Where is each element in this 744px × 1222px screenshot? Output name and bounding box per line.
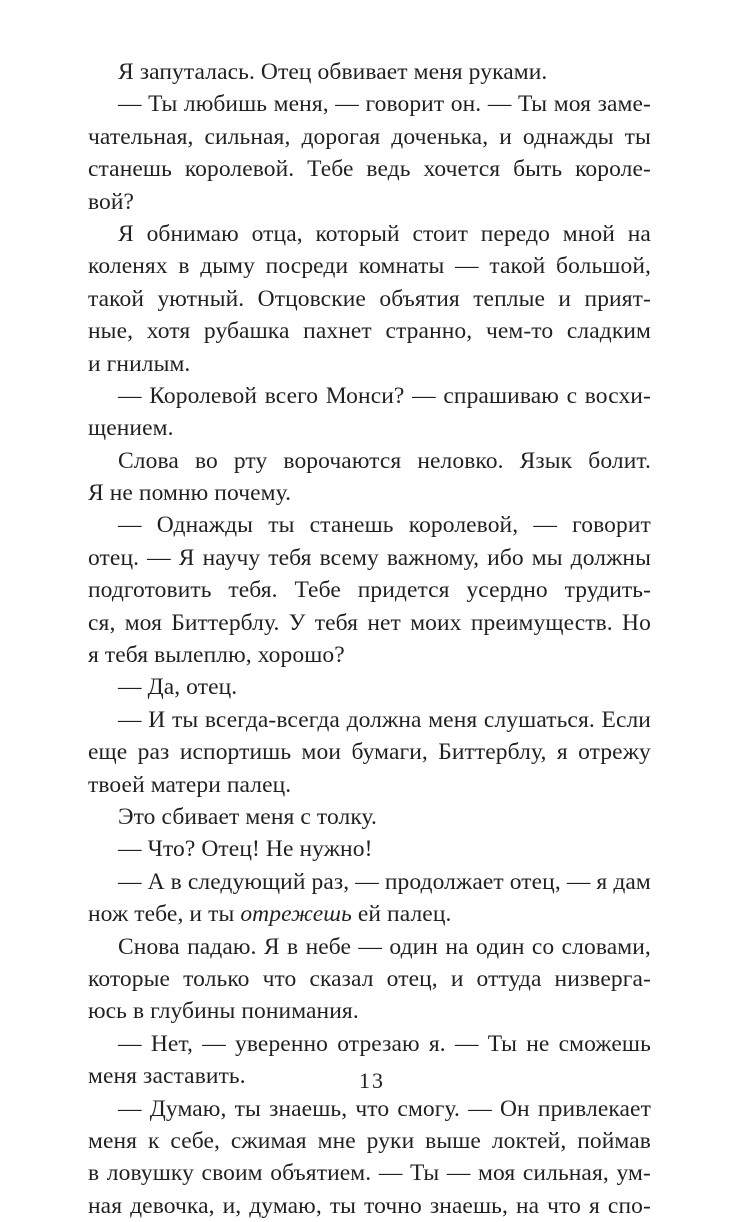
text-line	[88, 1028, 651, 1060]
text-word: оттуда	[476, 965, 542, 992]
text-line: щением.	[88, 415, 174, 442]
text-word: —	[118, 91, 142, 118]
text-word: сильная,	[204, 123, 291, 150]
text-word: важному,	[386, 544, 480, 571]
text-word: Тебе	[307, 156, 354, 183]
text-word: говорит	[572, 512, 651, 539]
text-line	[88, 121, 651, 153]
text-word: дам	[613, 868, 651, 895]
text-word: слушаться.	[483, 706, 595, 733]
text-word: сладким	[566, 318, 651, 345]
text-word: большой,	[556, 253, 651, 280]
text-word: рубашка	[203, 318, 290, 345]
text-word: моих	[410, 609, 462, 636]
text-line	[88, 1157, 651, 1189]
body-text	[88, 56, 651, 1222]
text-word: я	[589, 1192, 600, 1219]
text-word: ты	[624, 123, 651, 150]
text-word: такой	[88, 285, 145, 312]
text-word: в	[287, 933, 299, 960]
text-word: в	[170, 868, 182, 895]
text-word: меня	[428, 706, 478, 733]
text-word: королевой.	[184, 156, 295, 183]
text-word: всегда-всегда	[204, 706, 340, 733]
text-word: локтей,	[491, 1127, 567, 1154]
text-word: в	[88, 1160, 100, 1187]
text-word: —	[487, 91, 512, 118]
text-word: Нет,	[150, 1030, 193, 1057]
text-word: не	[526, 1030, 550, 1057]
text-word: ты	[171, 706, 199, 733]
text-word: доченька,	[391, 123, 489, 150]
text-word: Он	[499, 1095, 530, 1122]
text-word: в	[178, 253, 190, 280]
text-word: восхи-	[584, 382, 651, 409]
text-word: Ты	[487, 1030, 517, 1057]
text-word: обнимаю	[146, 220, 239, 247]
text-word: А	[147, 868, 165, 895]
text-word: —	[202, 1030, 226, 1057]
text-word: —	[566, 868, 591, 895]
text-word: нож	[88, 901, 129, 928]
text-line: меня заставить.	[88, 1063, 246, 1090]
text-word: неловко.	[417, 447, 504, 474]
text-word: ибо	[487, 544, 524, 571]
text-word: мои	[301, 739, 342, 766]
text-line: и гнилым.	[88, 350, 191, 377]
text-word: и	[499, 123, 512, 150]
text-word: меня,	[273, 91, 329, 118]
text-word: преимуществ.	[470, 609, 613, 636]
text-word: отрезаю	[337, 1030, 420, 1057]
text-word: Королевой	[149, 382, 258, 409]
text-word: знаешь,	[269, 1095, 348, 1122]
text-word: комнаты	[358, 253, 445, 280]
text-word: Биттерблу.	[171, 609, 280, 636]
text-word: всему	[319, 544, 379, 571]
text-word: думаю,	[249, 1192, 322, 1219]
text-word: Я	[263, 933, 280, 960]
text-word: Язык	[519, 447, 573, 474]
text-word: падаю.	[187, 933, 257, 960]
text-line	[88, 1190, 651, 1222]
text-word: всего	[264, 382, 319, 409]
text-word: стоит	[412, 220, 468, 247]
text-word: —	[118, 868, 142, 895]
text-word: девочка,	[130, 1192, 215, 1219]
text-word: —	[533, 512, 557, 539]
text-word: он.	[450, 91, 482, 118]
text-line	[88, 898, 651, 930]
text-word: —	[118, 1095, 142, 1122]
text-word: —	[118, 706, 142, 733]
text-word: —	[118, 1030, 142, 1057]
text-word: —	[412, 382, 436, 409]
text-line: Я не помню почему.	[88, 480, 292, 507]
text-word: —	[358, 933, 383, 960]
text-word: со	[531, 933, 555, 960]
text-word: —	[468, 1095, 492, 1122]
text-word: смогу.	[397, 1095, 460, 1122]
text-word: любишь	[183, 91, 268, 118]
text-word: сильная,	[522, 1160, 609, 1187]
text-word: на	[627, 220, 651, 247]
text-word: —	[118, 512, 142, 539]
text-word: на	[515, 1192, 540, 1219]
text-word: пахнет	[303, 318, 372, 345]
text-word: чательная,	[88, 123, 194, 150]
text-line: юсь в глубины понимания.	[88, 998, 359, 1025]
text-word: Ты	[518, 91, 548, 118]
text-word: и	[189, 901, 203, 928]
text-line: твоей матери палец.	[88, 771, 292, 798]
text-line	[88, 1093, 651, 1125]
text-line	[88, 153, 651, 185]
text-word: Тебе	[294, 577, 341, 604]
text-word: Отцовские	[257, 285, 366, 312]
text-word: низверга-	[554, 965, 651, 992]
text-line: я тебя вылеплю, хорошо?	[88, 642, 345, 669]
text-word: поймав	[577, 1127, 651, 1154]
text-word: ся,	[88, 609, 116, 636]
text-word: станешь	[309, 512, 394, 539]
text-word: мы	[531, 544, 563, 571]
text-word: мной	[562, 220, 615, 247]
text-word: ты	[268, 512, 295, 539]
text-word: спрашиваю	[443, 382, 559, 409]
text-word: Монси?	[325, 382, 405, 409]
text-word: однажды	[522, 123, 614, 150]
text-word: быть	[513, 156, 563, 183]
text-line: Это сбивает меня с толку.	[118, 803, 377, 830]
text-word: мне	[317, 1127, 356, 1154]
text-word: передо	[480, 220, 550, 247]
text-word: Однажды	[156, 512, 254, 539]
text-word: отрежешь	[240, 901, 352, 928]
text-line	[88, 218, 651, 250]
text-word: один	[475, 933, 525, 960]
text-word: уверенно	[235, 1030, 329, 1057]
text-word: такой	[489, 253, 546, 280]
text-word: на	[445, 933, 469, 960]
text-word: —	[118, 382, 142, 409]
text-word: отца,	[251, 220, 303, 247]
text-line	[88, 250, 651, 282]
text-word: моя	[124, 609, 162, 636]
text-word: Если	[601, 706, 651, 733]
text-word: заме-	[597, 91, 651, 118]
text-word: Думаю,	[149, 1095, 227, 1122]
text-word: выше	[425, 1127, 481, 1154]
text-word: себе,	[170, 1127, 221, 1154]
text-word: который	[315, 220, 400, 247]
text-word: Я	[118, 220, 134, 247]
text-word: Но	[622, 609, 651, 636]
text-word: объятием.	[270, 1160, 372, 1187]
text-word: посреди	[265, 253, 349, 280]
text-word: спо-	[607, 1192, 651, 1219]
text-word: ная	[88, 1192, 123, 1219]
text-word: что	[547, 1192, 581, 1219]
text-word: я.	[428, 1030, 446, 1057]
text-word: ловушку	[106, 1160, 194, 1187]
text-word: ворочаются	[283, 447, 402, 474]
text-line	[88, 607, 651, 639]
text-word: палец.	[387, 901, 452, 928]
text-word: отец.	[88, 544, 140, 571]
text-word: объятия	[379, 285, 460, 312]
text-word: нет	[367, 609, 401, 636]
text-line: вой?	[88, 188, 135, 215]
text-line	[88, 574, 651, 606]
text-word: точно	[364, 1192, 422, 1219]
text-word: которые	[88, 965, 171, 992]
text-word: ведь	[366, 156, 411, 183]
text-word: —	[454, 1030, 479, 1057]
text-word: рту	[233, 447, 268, 474]
text-word: хотя	[146, 318, 191, 345]
text-word: сможешь	[558, 1030, 651, 1057]
text-line	[88, 445, 651, 477]
text-word: своим	[201, 1160, 263, 1187]
text-word: Ты	[410, 1160, 440, 1187]
text-word: —	[455, 253, 479, 280]
text-word: ты	[234, 1095, 261, 1122]
text-word: странно,	[385, 318, 473, 345]
text-word: научу	[202, 544, 261, 571]
page-number: 13	[359, 1068, 385, 1093]
text-word: короле-	[575, 156, 651, 183]
text-word: сжимая	[230, 1127, 307, 1154]
text-word: должны	[570, 544, 651, 571]
text-word: болит.	[588, 447, 651, 474]
text-word: —	[446, 1160, 471, 1187]
text-word: Я	[178, 544, 195, 571]
text-word: я	[556, 739, 568, 766]
text-line	[88, 315, 651, 347]
text-line	[88, 704, 651, 736]
text-word: знаешь,	[429, 1192, 508, 1219]
text-word: раз,	[311, 868, 350, 895]
text-word: хочется	[423, 156, 501, 183]
text-word: трудить-	[564, 577, 651, 604]
text-word: Снова	[118, 933, 180, 960]
text-word: коленях	[88, 253, 168, 280]
text-word: отец,	[509, 868, 561, 895]
text-line	[88, 1125, 651, 1157]
text-word: Слова	[118, 447, 179, 474]
text-word: раз	[137, 739, 170, 766]
text-word: —	[355, 868, 379, 895]
text-word: с	[566, 382, 578, 409]
text-word: и	[558, 285, 572, 312]
text-word: руки	[366, 1127, 415, 1154]
text-word: дорогая	[301, 123, 381, 150]
text-word: моя	[553, 91, 592, 118]
text-word: к	[147, 1127, 160, 1154]
text-line	[88, 283, 651, 315]
text-word: ты	[208, 901, 235, 928]
text-word: только	[183, 965, 250, 992]
text-word: подготовить	[88, 577, 212, 604]
text-word: тебе,	[134, 901, 184, 928]
text-word: станешь	[88, 156, 172, 183]
text-word: придется	[357, 577, 450, 604]
text-word: привлекает	[537, 1095, 651, 1122]
text-word: ей	[357, 901, 382, 928]
text-word: тебя	[268, 544, 312, 571]
text-word: и	[450, 965, 464, 992]
text-word: говорит	[365, 91, 445, 118]
text-word: небе	[305, 933, 352, 960]
text-line	[88, 963, 651, 995]
text-word: еще	[88, 739, 128, 766]
text-word: Ты	[148, 91, 178, 118]
text-line: — Что? Отец! Не нужно!	[118, 836, 373, 863]
text-line	[88, 866, 651, 898]
text-line	[88, 509, 651, 541]
text-word: продолжает	[384, 868, 504, 895]
text-word: тебя.	[228, 577, 278, 604]
text-word: ты	[329, 1192, 357, 1219]
text-word: И	[148, 706, 166, 733]
text-word: тебя	[314, 609, 359, 636]
text-line: Я запуталась. Отец обвивает меня руками.	[118, 59, 548, 85]
text-line	[88, 931, 651, 963]
text-word: испортишь	[179, 739, 292, 766]
text-word: —	[147, 544, 171, 571]
text-word: —	[378, 1160, 403, 1187]
text-word: дыму	[200, 253, 255, 280]
text-word: моя	[478, 1160, 516, 1187]
text-word: уютный.	[157, 285, 245, 312]
text-line	[88, 542, 651, 574]
text-word: бумаги,	[351, 739, 428, 766]
text-word: прият-	[584, 285, 651, 312]
text-word: что	[355, 1095, 390, 1122]
text-word: отрежу	[578, 739, 651, 766]
text-word: следующий	[187, 868, 306, 895]
text-word: Биттерблу,	[438, 739, 547, 766]
text-word: словами,	[561, 933, 651, 960]
text-line	[88, 88, 651, 120]
text-word: что	[262, 965, 297, 992]
text-word: —	[335, 91, 359, 118]
text-word: во	[194, 447, 218, 474]
text-word: я	[596, 868, 608, 895]
text-word: королевой,	[408, 512, 519, 539]
text-word: один	[389, 933, 438, 960]
text-word: и,	[222, 1192, 242, 1219]
text-line: — Да, отец.	[118, 674, 238, 701]
text-line	[88, 380, 651, 412]
text-word: меня	[88, 1127, 138, 1154]
text-word: ум-	[616, 1160, 651, 1187]
text-word: должна	[346, 706, 422, 733]
text-word: чем-то	[485, 318, 554, 345]
text-word: теплые	[473, 285, 546, 312]
text-word: ные,	[88, 318, 134, 345]
text-word: сказал	[309, 965, 374, 992]
text-word: отец,	[386, 965, 438, 992]
text-word: У	[288, 609, 306, 636]
text-line	[88, 736, 651, 768]
text-word: усердно	[466, 577, 548, 604]
